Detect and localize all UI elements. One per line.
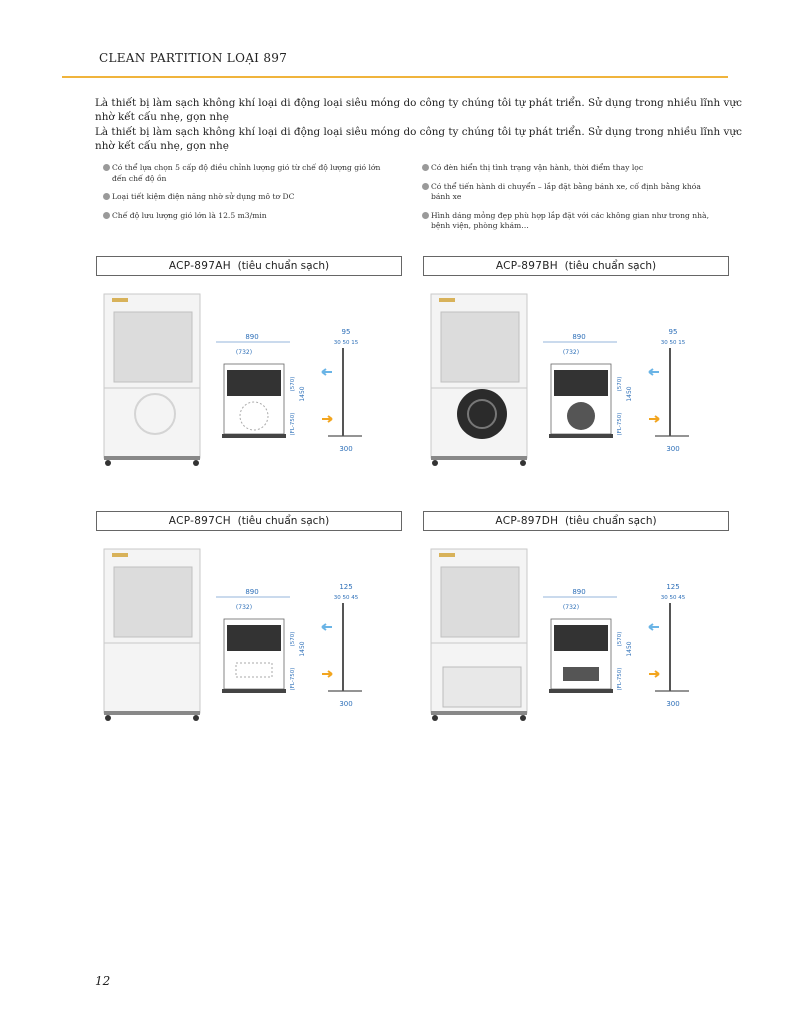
caster-wheel bbox=[432, 715, 438, 721]
dim-depth-parts: 30 50 45 bbox=[660, 595, 686, 601]
dim-width: 890 bbox=[245, 333, 259, 341]
product-acp-897bh bbox=[423, 256, 729, 496]
feature-item: Có đèn hiển thị tình trạng vận hành, thời điểm thay lọc bbox=[422, 163, 712, 174]
caster-wheel bbox=[105, 460, 111, 466]
product-acp-897ah bbox=[96, 256, 402, 496]
product-illustration bbox=[96, 284, 402, 496]
airflow-arrow-icon bbox=[649, 369, 659, 375]
caster-wheel bbox=[520, 460, 526, 466]
dim-fl: (FL-750) bbox=[290, 412, 296, 436]
dim-depth-parts: 30 50 15 bbox=[333, 340, 359, 346]
product-label: ACP-897CH (tiêu chuẩn sạch) bbox=[96, 511, 402, 531]
airflow-arrow-icon bbox=[322, 624, 332, 630]
feature-item: Có thể tiến hành di chuyển – lắp đặt bằng bánh xe, cố định bằng khóa bánh xe bbox=[422, 182, 712, 203]
product-drawing bbox=[96, 284, 402, 496]
dim-base: 300 bbox=[339, 700, 353, 708]
exhaust-grille bbox=[443, 667, 521, 707]
intro-paragraph: Là thiết bị làm sạch không khí loại di động loại siêu móng do công ty chúng tôi tự phát triển. Sử dụng trong nhiều lĩnh vực nhờ kết cấu nhẹ, gọn nhẹ bbox=[95, 126, 742, 152]
product-label: ACP-897AH (tiêu chuẩn sạch) bbox=[96, 256, 402, 276]
bullet-icon bbox=[103, 164, 110, 171]
caster-wheel bbox=[432, 460, 438, 466]
dim-inner: (732) bbox=[235, 604, 253, 611]
dim-fl: (FL-750) bbox=[617, 667, 623, 691]
base-rail bbox=[104, 711, 200, 715]
unit-base bbox=[222, 689, 286, 693]
airflow-arrow-icon bbox=[649, 624, 659, 630]
product-illustration bbox=[96, 539, 402, 751]
logo-badge bbox=[439, 298, 455, 302]
dim-base: 300 bbox=[339, 445, 353, 453]
airflow-arrow-icon bbox=[649, 416, 659, 422]
product-drawing bbox=[96, 539, 402, 751]
bullet-icon bbox=[103, 193, 110, 200]
airflow-arrow-icon bbox=[322, 416, 332, 422]
unit-base bbox=[222, 434, 286, 438]
feature-list-left bbox=[103, 163, 383, 229]
dim-height: 1450 bbox=[299, 386, 306, 402]
caster-wheel bbox=[193, 460, 199, 466]
dim-depth-top: 125 bbox=[339, 583, 353, 591]
filter-panel bbox=[114, 312, 192, 382]
filter-block bbox=[554, 370, 608, 396]
logo-badge bbox=[439, 553, 455, 557]
dim-side-inner: (570) bbox=[290, 376, 296, 392]
bullet-icon bbox=[422, 183, 429, 190]
fan-outline bbox=[567, 402, 595, 430]
dim-width: 890 bbox=[245, 588, 259, 596]
dim-inner: (732) bbox=[235, 349, 253, 356]
product-illustration bbox=[423, 284, 729, 496]
page-number: 12 bbox=[95, 974, 111, 988]
feature-item: Hình dáng mỏng đẹp phù hợp lắp đặt với các không gian như trong nhà, bệnh viện, phòng khám… bbox=[422, 211, 712, 232]
filter-panel bbox=[441, 312, 519, 382]
dim-depth-top: 95 bbox=[341, 328, 351, 336]
product-drawing bbox=[423, 539, 729, 751]
bullet-icon bbox=[103, 212, 110, 219]
base-rail bbox=[431, 711, 527, 715]
dim-depth-parts: 30 50 45 bbox=[333, 595, 359, 601]
airflow-arrow-icon bbox=[322, 369, 332, 375]
dim-depth-parts: 30 50 15 bbox=[660, 340, 686, 346]
dim-height: 1450 bbox=[626, 386, 633, 402]
caster-wheel bbox=[193, 715, 199, 721]
unit-base bbox=[549, 434, 613, 438]
dim-fl: (FL-750) bbox=[617, 412, 623, 436]
logo-badge bbox=[112, 298, 128, 302]
dim-side-inner: (570) bbox=[617, 376, 623, 392]
product-acp-897ch bbox=[96, 511, 402, 751]
header-rule bbox=[62, 76, 728, 78]
filter-panel bbox=[114, 567, 192, 637]
filter-block bbox=[554, 625, 608, 651]
base-rail bbox=[104, 456, 200, 460]
dim-depth-top: 95 bbox=[668, 328, 678, 336]
bullet-icon bbox=[422, 212, 429, 219]
dim-side-inner: (570) bbox=[617, 631, 623, 647]
dim-width: 890 bbox=[572, 333, 586, 341]
feature-item: Chế độ lưu lượng gió lớn là 12.5 m3/min bbox=[103, 211, 383, 222]
airflow-arrow-icon bbox=[322, 671, 332, 677]
dim-width: 890 bbox=[572, 588, 586, 596]
dim-base: 300 bbox=[666, 445, 680, 453]
airflow-arrow-icon bbox=[649, 671, 659, 677]
product-label: ACP-897DH (tiêu chuẩn sạch) bbox=[423, 511, 729, 531]
filter-block bbox=[227, 625, 281, 651]
feature-item: Loại tiết kiệm điện năng nhờ sử dụng mô tơ DC bbox=[103, 192, 383, 203]
dim-depth-top: 125 bbox=[666, 583, 680, 591]
dim-height: 1450 bbox=[299, 641, 306, 657]
dim-side-inner: (570) bbox=[290, 631, 296, 647]
fan-icon bbox=[457, 389, 507, 439]
dim-base: 300 bbox=[666, 700, 680, 708]
product-drawing bbox=[423, 284, 729, 496]
caster-wheel bbox=[520, 715, 526, 721]
grille-outline bbox=[563, 667, 599, 681]
product-acp-897dh bbox=[423, 511, 729, 751]
dim-inner: (732) bbox=[562, 604, 580, 611]
product-label: ACP-897BH (tiêu chuẩn sạch) bbox=[423, 256, 729, 276]
dim-height: 1450 bbox=[626, 641, 633, 657]
header-title: CLEAN PARTITION LOẠI 897 bbox=[99, 51, 288, 65]
filter-panel bbox=[441, 567, 519, 637]
filter-block bbox=[227, 370, 281, 396]
dim-fl: (FL-750) bbox=[290, 667, 296, 691]
dim-inner: (732) bbox=[562, 349, 580, 356]
base-rail bbox=[431, 456, 527, 460]
bullet-icon bbox=[422, 164, 429, 171]
unit-base bbox=[549, 689, 613, 693]
intro-paragraph: Là thiết bị làm sạch không khí loại di động loại siêu móng do công ty chúng tôi tự phát triển. Sử dụng trong nhiều lĩnh vực nhờ kết cấu nhẹ, gọn nhẹ bbox=[95, 97, 742, 123]
feature-list-right bbox=[422, 163, 712, 240]
feature-item: Có thể lựa chọn 5 cấp độ điều chỉnh lượng gió từ chế độ lượng gió lớn đến chế độ ồn bbox=[103, 163, 383, 184]
product-illustration bbox=[423, 539, 729, 751]
caster-wheel bbox=[105, 715, 111, 721]
logo-badge bbox=[112, 553, 128, 557]
